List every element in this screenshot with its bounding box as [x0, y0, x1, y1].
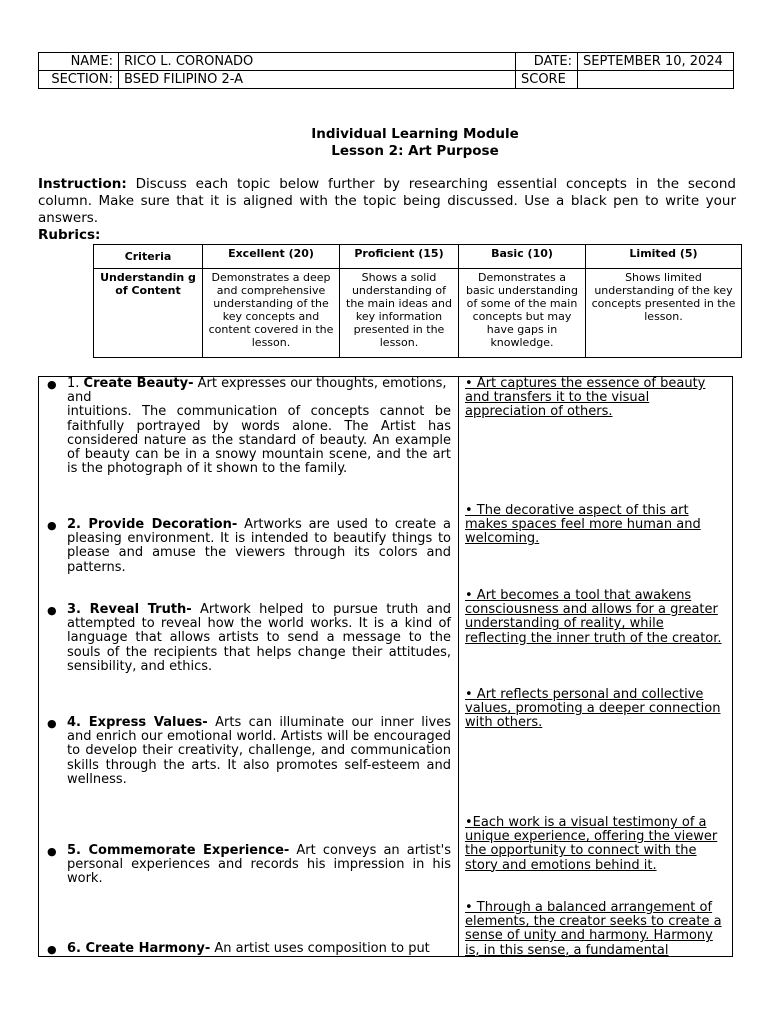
- topic-3-title: 3. Reveal Truth-: [67, 602, 192, 617]
- rubric-header-proficient: Proficient (15): [340, 245, 459, 269]
- rubric-basic-cell: Demonstrates a basic understanding of some of the main concepts but may have gaps in knowledge.: [459, 269, 586, 358]
- topic-3-text: Artwork helped to pursue truth and attempted to reveal how the world works. It is a kind of language that allows artists to send a message to the souls of the recipients that helps change their attitudes, sensibility, and ethics.: [67, 602, 451, 674]
- topic-1-text-cont: intuitions. The communication of concepts cannot be faithfully portrayed by words alone. The Artist has considered nature as the standard of beauty. An example of beauty can be in a snowy mountain scene, and the art is the photograph of it shown to the family.: [67, 404, 451, 477]
- rubrics-label: Rubrics:: [38, 227, 101, 243]
- name-label: NAME:: [39, 53, 119, 71]
- rubric-excellent-cell: Demonstrates a deep and comprehensive understanding of the key concepts and content covered in the lesson.: [203, 269, 340, 358]
- topic-4-text: Arts can illuminate our inner lives and enrich our emotional world. Artists will be encouraged to develop their creativity, challenge, and communication skills through the arts. It also promotes self-esteem and wellness.: [67, 715, 451, 787]
- rubric-header-criteria: Criteria: [94, 245, 203, 269]
- date-value: SEPTEMBER 10, 2024: [578, 53, 734, 71]
- section-label: SECTION:: [39, 71, 119, 89]
- answer-6: • Through a balanced arrangement of elements, the creator seeks to create a sense of unity and harmony. Harmony is, in this sense, a fundamental: [465, 901, 722, 956]
- bullet-icon: ●: [47, 943, 57, 956]
- instruction-paragraph: [38, 176, 736, 227]
- topic-item: [67, 844, 451, 887]
- date-label: DATE:: [516, 53, 578, 71]
- topic-5-title: 5. Commemorate Experience-: [67, 843, 290, 858]
- bullet-icon: ●: [47, 845, 57, 858]
- column-divider: [458, 377, 459, 956]
- rubric-header-limited: Limited (5): [586, 245, 742, 269]
- rubric-header-excellent: Excellent (20): [203, 245, 340, 269]
- bullet-icon: ●: [47, 378, 57, 391]
- rubric-proficient-cell: Shows a solid understanding of the main ideas and key information presented in the lesson.: [340, 269, 459, 358]
- topic-6-title: 6. Create Harmony-: [67, 941, 211, 956]
- answer-5: •Each work is a visual testimony of a unique experience, offering the viewer the opportunity to connect with the story and emotions behind it.: [465, 815, 718, 873]
- student-info-table: [38, 52, 734, 89]
- answer-3: • Art becomes a tool that awakens consciousness and allows for a greater understanding of reality, while reflecting the inner truth of the creator.: [465, 588, 722, 646]
- topic-item: [67, 942, 451, 956]
- rubric-header-basic: Basic (10): [459, 245, 586, 269]
- rubric-criteria-cell: Understandin g of Content: [94, 269, 203, 358]
- score-label: SCORE: [516, 71, 578, 89]
- instruction-text: Discuss each topic below further by researching essential concepts in the second column. Make sure that it is aligned with the topic being discussed. Use a black pen to write your answers.: [38, 176, 736, 226]
- topic-1-number: 1.: [67, 376, 84, 391]
- topic-4-title: 4. Express Values-: [67, 715, 208, 730]
- instruction-label: Instruction:: [38, 176, 127, 192]
- topic-2-title: 2. Provide Decoration-: [67, 517, 238, 532]
- section-value: BSED FILIPINO 2-A: [119, 71, 516, 89]
- topic-5-text: Art conveys an artist's personal experiences and records his impression in his work.: [67, 843, 451, 887]
- name-value: RICO L. CORONADO: [119, 53, 516, 71]
- lesson-title: Lesson 2: Art Purpose: [331, 143, 499, 159]
- topic-item: [67, 603, 451, 674]
- topic-item: [67, 377, 451, 476]
- topics-answers-box: [38, 376, 733, 957]
- rubric-limited-cell: Shows limited understanding of the key concepts presented in the lesson.: [586, 269, 742, 358]
- answer-1: • Art captures the essence of beauty and transfers it to the visual appreciation of others.: [465, 376, 706, 420]
- topic-item: [67, 518, 451, 575]
- topic-6-text: An artist uses composition to put: [210, 941, 430, 956]
- topic-1-title: Create Beauty-: [83, 376, 194, 391]
- bullet-icon: ●: [47, 519, 57, 532]
- answer-4: • Art reflects personal and collective values, promoting a deeper connection with others.: [465, 687, 721, 731]
- score-value: [578, 71, 734, 89]
- topic-2-text: Artworks are used to create a pleasing environment. It is intended to beautify things to please and amuse the viewers through its colors and patterns.: [67, 517, 451, 575]
- topic-item: [67, 716, 451, 787]
- topic-1-text: Art expresses our thoughts, emotions, and: [67, 376, 447, 406]
- bullet-icon: ●: [47, 717, 57, 730]
- rubric-table: [93, 244, 742, 358]
- answer-2: • The decorative aspect of this art makes spaces feel more human and welcoming.: [465, 503, 701, 547]
- bullet-icon: ●: [47, 604, 57, 617]
- module-title: Individual Learning Module: [311, 126, 519, 142]
